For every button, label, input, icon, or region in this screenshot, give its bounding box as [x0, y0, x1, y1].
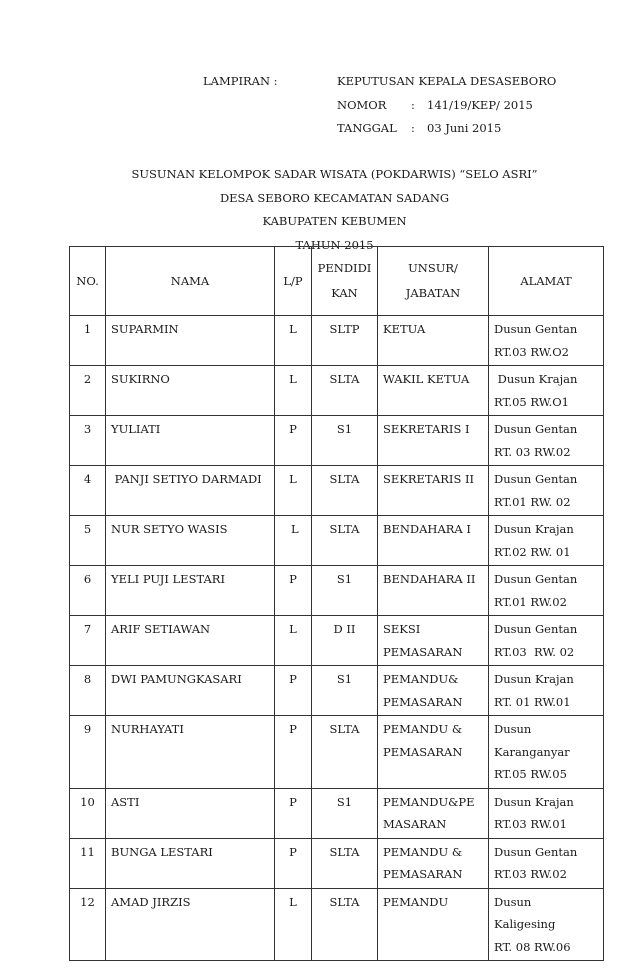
cell-nama: NURHAYATI: [106, 716, 275, 789]
cell-unsur-line: PEMANDU &: [383, 722, 463, 736]
table-row: [70, 416, 604, 466]
cell-pendidikan: S1: [312, 788, 378, 838]
title-line-1: SUSUNAN KELOMPOK SADAR WISATA (POKDARWIS) “SELO ASRI”: [131, 167, 538, 181]
cell-no: 9: [70, 716, 106, 789]
cell-lp: P: [275, 838, 312, 888]
cell-alamat: [489, 838, 604, 888]
cell-nama: BUNGA LESTARI: [106, 838, 275, 888]
cell-unsur: [378, 366, 489, 416]
cell-alamat-line: RT.03 RW.02: [494, 867, 567, 881]
header-no: NO.: [70, 247, 106, 316]
cell-no: 5: [70, 516, 106, 566]
title-line-4: TAHUN 2015: [295, 237, 374, 252]
cell-alamat-line: Dusun Gentan: [494, 422, 578, 436]
cell-alamat: [489, 466, 604, 516]
cell-pendidikan: SLTA: [312, 366, 378, 416]
cell-alamat-line: Dusun Gentan: [494, 572, 578, 586]
cell-lp: P: [275, 416, 312, 466]
cell-unsur-line: PEMASARAN: [383, 644, 463, 659]
cell-nama: YULIATI: [106, 416, 275, 466]
cell-alamat: [489, 666, 604, 716]
cell-unsur-line: SEKSI: [383, 622, 421, 636]
cell-alamat-line: RT.03 RW.01: [494, 817, 567, 831]
nomor-value: 141/19/KEP/ 2015: [427, 98, 533, 112]
cell-alamat-line: RT.03 RW.O2: [494, 344, 569, 359]
cell-no: 7: [70, 616, 106, 666]
cell-lp: P: [275, 566, 312, 616]
cell-alamat-line: Karanganyar: [494, 744, 570, 759]
cell-alamat-line: RT.05 RW.05: [494, 767, 567, 781]
table-row: [70, 838, 604, 888]
cell-unsur-line: BENDAHARA I: [383, 522, 471, 536]
cell-lp: L: [275, 316, 312, 366]
table-row: [70, 466, 604, 516]
cell-pendidikan: SLTP: [312, 316, 378, 366]
cell-alamat: [489, 316, 604, 366]
table-row: [70, 616, 604, 666]
header-alamat: ALAMAT: [489, 247, 604, 316]
cell-lp: L: [275, 888, 312, 961]
cell-nama: SUPARMIN: [106, 316, 275, 366]
cell-unsur: [378, 616, 489, 666]
cell-alamat-line: Dusun Gentan: [494, 472, 578, 486]
cell-unsur: [378, 416, 489, 466]
cell-nama: ASTI: [106, 788, 275, 838]
cell-unsur-line: PEMANDU &: [383, 844, 463, 859]
title-line-2: DESA SEBORO KECAMATAN SADANG: [219, 190, 450, 205]
cell-pendidikan: SLTA: [312, 516, 378, 566]
cell-pendidikan: SLTA: [312, 888, 378, 961]
cell-unsur: [378, 316, 489, 366]
header-pendidikan-line: PENDIDI: [317, 261, 372, 275]
cell-alamat-line: Dusun Gentan: [494, 322, 578, 336]
cell-unsur: [378, 838, 489, 888]
cell-alamat: [489, 788, 604, 838]
table-row: [70, 316, 604, 366]
cell-unsur-line: PEMANDU&: [383, 672, 459, 686]
cell-nama: DWI PAMUNGKASARI: [106, 666, 275, 716]
table-row: [70, 366, 604, 416]
cell-unsur-line: PEMANDU: [383, 894, 449, 909]
cell-alamat: [489, 516, 604, 566]
cell-no: 4: [70, 466, 106, 516]
cell-alamat-line: RT.01 RW.02: [494, 594, 567, 609]
cell-nama: PANJI SETIYO DARMADI: [106, 466, 275, 516]
header-pendidikan-line: KAN: [331, 286, 358, 300]
header-pendidikan: [312, 247, 378, 316]
cell-lp: L: [275, 366, 312, 416]
cell-alamat-line: Dusun Gentan: [494, 844, 578, 859]
table-row: [70, 516, 604, 566]
cell-unsur: [378, 566, 489, 616]
cell-alamat-line: Dusun: [494, 722, 532, 736]
table-header-row: [70, 247, 604, 316]
cell-alamat-line: RT.03 RW. 02: [494, 644, 575, 659]
cell-alamat-line: RT. 01 RW.01: [494, 694, 571, 709]
cell-alamat-line: RT. 03 RW.02: [494, 444, 571, 459]
cell-pendidikan: S1: [312, 416, 378, 466]
cell-unsur-line: BENDAHARA II: [383, 572, 476, 586]
cell-alamat: [489, 366, 604, 416]
header-unsur-line: UNSUR/: [408, 261, 458, 275]
table-row: [70, 566, 604, 616]
cell-no: 2: [70, 366, 106, 416]
title-line-3: KABUPATEN KEBUMEN: [262, 214, 407, 228]
cell-alamat-line: Dusun Gentan: [494, 622, 578, 636]
cell-unsur-line: PEMANDU&PE: [383, 794, 475, 809]
header-nama: NAMA: [106, 247, 275, 316]
cell-unsur: [378, 516, 489, 566]
cell-alamat-line: Dusun Krajan: [494, 522, 574, 536]
cell-pendidikan: SLTA: [312, 838, 378, 888]
cell-lp: L: [275, 466, 312, 516]
cell-lp: P: [275, 788, 312, 838]
cell-no: 11: [70, 838, 106, 888]
cell-nama: ARIF SETIAWAN: [106, 616, 275, 666]
cell-no: 6: [70, 566, 106, 616]
cell-unsur: [378, 466, 489, 516]
cell-lp: P: [275, 716, 312, 789]
cell-nama: SUKIRNO: [106, 366, 275, 416]
cell-alamat: [489, 888, 604, 961]
cell-unsur-line: SEKRETARIS II: [383, 472, 475, 486]
cell-nama: YELI PUJI LESTARI: [106, 566, 275, 616]
cell-alamat-line: Dusun Krajan: [494, 794, 574, 809]
table-row: [70, 888, 604, 961]
cell-alamat-line: Dusun Krajan: [494, 372, 578, 386]
nomor-separator: :: [411, 98, 415, 112]
cell-alamat-line: Kaligesing: [494, 917, 556, 931]
tanggal-separator: :: [411, 121, 415, 135]
cell-unsur: [378, 888, 489, 961]
cell-alamat-line: RT.05 RW.O1: [494, 394, 569, 409]
tanggal-value: 03 Juni 2015: [427, 121, 502, 135]
cell-pendidikan: SLTA: [312, 466, 378, 516]
cell-lp: L: [275, 616, 312, 666]
cell-unsur-line: PEMASARAN: [383, 694, 463, 709]
cell-no: 12: [70, 888, 106, 961]
cell-no: 3: [70, 416, 106, 466]
cell-pendidikan: S1: [312, 666, 378, 716]
member-table: [69, 246, 604, 961]
lampiran-value: KEPUTUSAN KEPALA DESASEBORO: [337, 74, 557, 88]
table-row: [70, 716, 604, 789]
cell-alamat: [489, 416, 604, 466]
header-unsur-line: JABATAN: [405, 286, 461, 300]
cell-no: 8: [70, 666, 106, 716]
cell-alamat-line: RT.01 RW. 02: [494, 494, 571, 509]
cell-alamat: [489, 616, 604, 666]
table-row: [70, 788, 604, 838]
cell-unsur-line: WAKIL KETUA: [383, 372, 470, 386]
cell-alamat: [489, 716, 604, 789]
document-title-block: [0, 163, 639, 257]
cell-unsur-line: KETUA: [383, 322, 426, 336]
cell-unsur-line: MASARAN: [383, 817, 447, 831]
table-body: [70, 316, 604, 961]
cell-pendidikan: S1: [312, 566, 378, 616]
header-unsur: [378, 247, 489, 316]
nomor-label: NOMOR: [337, 98, 387, 112]
cell-no: 1: [70, 316, 106, 366]
cell-unsur: [378, 666, 489, 716]
cell-alamat-line: Dusun: [494, 894, 532, 909]
cell-alamat-line: RT. 08 RW.06: [494, 939, 571, 954]
cell-unsur-line: PEMASARAN: [383, 867, 463, 881]
cell-alamat-line: Dusun Krajan: [494, 672, 574, 686]
cell-nama: AMAD JIRZIS: [106, 888, 275, 961]
cell-unsur: [378, 716, 489, 789]
cell-pendidikan: D II: [312, 616, 378, 666]
cell-lp: L: [275, 516, 312, 566]
cell-unsur-line: SEKRETARIS I: [383, 422, 470, 436]
cell-no: 10: [70, 788, 106, 838]
cell-alamat: [489, 566, 604, 616]
cell-alamat-line: RT.02 RW. 01: [494, 544, 571, 559]
cell-nama: NUR SETYO WASIS: [106, 516, 275, 566]
header-lp: L/P: [275, 247, 312, 316]
lampiran-label: LAMPIRAN :: [203, 74, 278, 88]
tanggal-label: TANGGAL: [337, 121, 397, 135]
cell-lp: P: [275, 666, 312, 716]
table-row: [70, 666, 604, 716]
cell-unsur-line: PEMASARAN: [383, 744, 463, 759]
cell-unsur: [378, 788, 489, 838]
cell-pendidikan: SLTA: [312, 716, 378, 789]
